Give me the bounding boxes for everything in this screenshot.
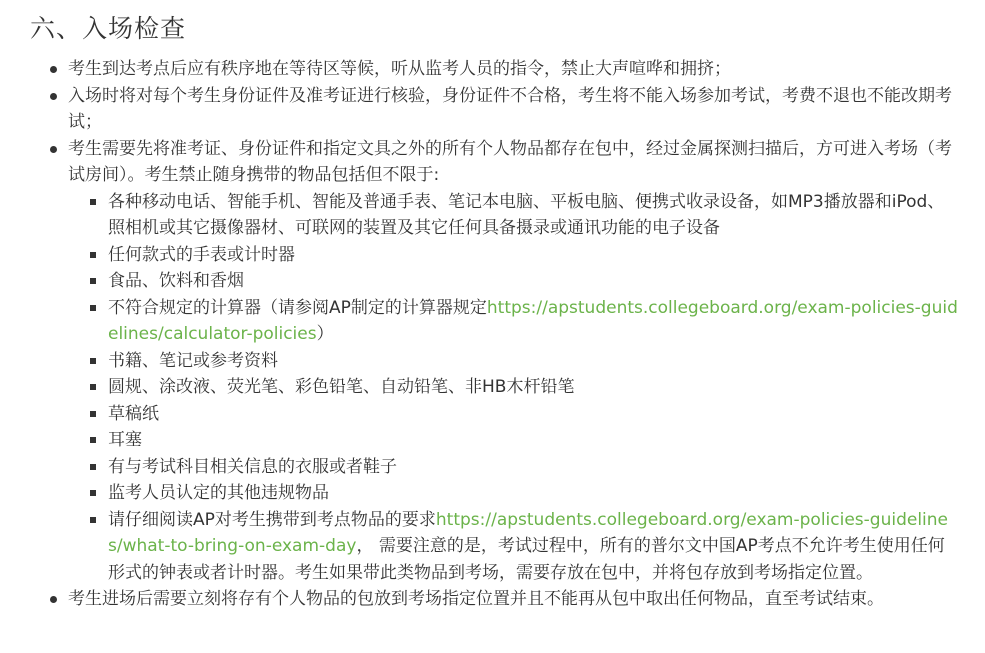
rule-id-check-text: 入场时将对每个考生身份证件及准考证进行核验，身份证件不合格，考生将不能入场参加考试，考费不退也不能改期考试； [68,85,952,132]
list-item [68,507,961,587]
list-item [68,427,961,454]
rule-bag-placement-text: 考生进场后需要立刻将存有个人物品的包放到考场指定位置并且不能再从包中取出任何物品，直至考试结束。 [68,589,884,609]
rule-belongings-text: 考生需要先将准考证、身份证件和指定文具之外的所有个人物品都存在包中，经过金属探测扫描后，方可进入考场（考试房间）。考生禁止随身携带的物品包括但不限于: [68,138,952,185]
list-item [68,268,961,295]
section-title: 六、入场检查 [30,14,187,43]
prohibited-electronics: 各种移动电话、智能手机、智能及普通手表、笔记本电脑、平板电脑、便携式收录设备，如MP3播放器和iPod、照相机或其它摄像器材、可联网的装置及其它任何具备摄录或通讯功能的电子设备 [108,191,945,238]
list-item [30,83,961,136]
prohibited-clothing: 有与考试科目相关信息的衣服或者鞋子 [108,456,397,477]
what-to-bring-link[interactable]: https://apstudents.collegeboard.org/exam-policies-guidelines/what-to-bring-on-exam-day [108,509,948,556]
prohibited-stationery: 圆规、涂改液、荧光笔、彩色铅笔、自动铅笔、非HB木杆铅笔 [108,377,575,397]
list-item [68,348,961,375]
prohibited-scratch-paper: 草稿纸 [108,403,159,424]
list-item [68,401,961,428]
list-item [68,295,961,348]
prohibited-books: 书籍、笔记或参考资料 [108,350,278,371]
prohibited-calculator-suffix: ） [316,324,334,344]
prohibited-items-list [68,189,961,587]
prohibited-watches: 任何款式的手表或计时器 [108,244,295,265]
list-item [68,189,961,242]
list-item [68,480,961,507]
what-to-bring-suffix: ， 需要注意的是，考试过程中，所有的普尔文中国AP考点不允许考生使用任何形式的钟表或者计时器。考生如果带此类物品到考场，需要存放在包中，并将包存放到考场指定位置。 [108,536,945,583]
list-item [30,586,961,613]
calculator-policies-link[interactable]: https://apstudents.collegeboard.org/exam-policies-guidelines/calculator-policies [108,297,958,344]
list-item [30,56,961,83]
prohibited-earplugs: 耳塞 [108,430,142,450]
prohibited-calculator-prefix: 不符合规定的计算器（请参阅AP制定的计算器规定 [108,297,487,318]
prohibited-food: 食品、饮料和香烟 [108,271,244,291]
rules-list [30,56,961,613]
what-to-bring-prefix: 请仔细阅读AP对考生携带到考点物品的要求 [108,509,436,530]
list-item [30,136,961,587]
prohibited-other: 监考人员认定的其他违规物品 [108,483,329,503]
list-item [68,454,961,481]
rule-arrival-text: 考生到达考点后应有秩序地在等待区等候，听从监考人员的指令，禁止大声喧哗和拥挤； [68,59,731,79]
list-item [68,242,961,269]
list-item [68,374,961,401]
